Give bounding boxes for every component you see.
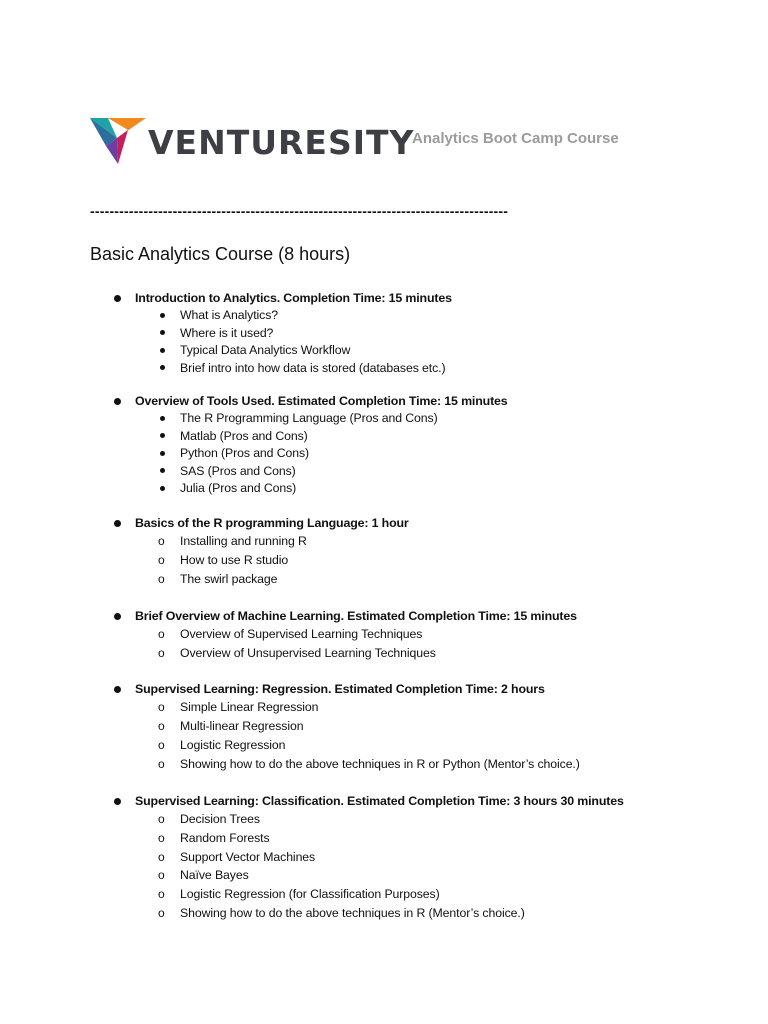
bullet-icon (114, 520, 121, 527)
list-item (157, 885, 440, 903)
list-item-label: How to use R studio (180, 553, 289, 567)
list-item (157, 462, 296, 480)
list-item (157, 736, 285, 754)
list-item-label: Overview of Unsupervised Learning Techniques (180, 646, 436, 660)
bullet-icon (160, 433, 165, 438)
list-item (157, 810, 260, 828)
bullet-icon (160, 348, 165, 353)
list-item-label: Overview of Supervised Learning Techniques (180, 627, 423, 641)
list-item (157, 444, 309, 462)
circle-bullet-icon: o (158, 887, 165, 901)
list-item (157, 717, 303, 735)
circle-bullet-icon: o (158, 906, 165, 920)
list-item-label: The swirl package (180, 572, 278, 586)
bullet-icon (160, 330, 165, 335)
list-item (157, 698, 318, 716)
header-subtitle: Analytics Boot Camp Course (412, 130, 619, 147)
list-item (157, 848, 315, 866)
list-item-label: Decision Trees (180, 812, 260, 826)
list-item-label: Python (Pros and Cons) (180, 446, 310, 460)
list-item-label: Julia (Pros and Cons) (180, 481, 297, 495)
list-item-label: Multi-linear Regression (180, 719, 304, 733)
circle-bullet-icon: o (158, 868, 165, 882)
bullet-icon (160, 451, 165, 456)
section-heading (112, 514, 409, 532)
circle-bullet-icon: o (158, 627, 165, 641)
bullet-icon (160, 313, 165, 318)
circle-bullet-icon: o (158, 738, 165, 752)
bullet-icon (160, 416, 165, 421)
circle-bullet-icon: o (158, 812, 165, 826)
section-heading (112, 289, 452, 307)
list-item-label: Installing and running R (180, 534, 307, 548)
brand-wordmark: VENTURESITY (148, 123, 415, 162)
bullet-icon (114, 398, 121, 405)
section-title: Overview of Tools Used. Estimated Completion Time: 15 minutes (135, 394, 508, 408)
list-item (157, 427, 308, 445)
list-item-label: Simple Linear Regression (180, 700, 319, 714)
circle-bullet-icon: o (158, 646, 165, 660)
list-item (157, 551, 288, 569)
list-item (157, 644, 436, 662)
list-item (157, 625, 422, 643)
circle-bullet-icon: o (158, 757, 165, 771)
section-title: Basics of the R programming Language: 1 hour (135, 516, 409, 530)
list-item-label: Support Vector Machines (180, 850, 316, 864)
list-item-label: Showing how to do the above techniques in R (Mentor’s choice.) (180, 906, 525, 920)
course-title: Basic Analytics Course (8 hours) (90, 244, 351, 264)
list-item-label: SAS (Pros and Cons) (180, 463, 296, 478)
list-item-label: Showing how to do the above techniques in R or Python (Mentor’s choice.) (180, 757, 580, 771)
list-item (157, 341, 350, 359)
list-item (157, 755, 580, 773)
circle-bullet-icon: o (158, 850, 165, 864)
circle-bullet-icon: o (158, 831, 165, 845)
section-title: Brief Overview of Machine Learning. Estimated Completion Time: 15 minutes (135, 609, 577, 623)
list-item (157, 866, 249, 884)
list-item (157, 324, 273, 342)
list-item (157, 532, 307, 550)
bullet-icon (160, 486, 165, 491)
section-heading (112, 607, 577, 625)
circle-bullet-icon: o (158, 572, 165, 586)
list-item (157, 904, 525, 922)
list-item-label: Logistic Regression (for Classification Purposes) (180, 887, 440, 901)
list-item-label: The R Programming Language (Pros and Cons) (180, 411, 438, 425)
section-title: Introduction to Analytics. Completion Time: 15 minutes (135, 291, 452, 305)
circle-bullet-icon: o (158, 719, 165, 733)
list-item-label: What is Analytics? (180, 308, 278, 322)
list-item (157, 409, 438, 427)
section-heading (112, 792, 624, 810)
list-item (157, 829, 270, 847)
list-item-label: Logistic Regression (180, 738, 286, 752)
bullet-icon (160, 468, 165, 473)
circle-bullet-icon: o (158, 534, 165, 548)
bullet-icon (114, 613, 121, 620)
section-heading (112, 392, 508, 410)
circle-bullet-icon: o (158, 553, 165, 567)
circle-bullet-icon: o (158, 700, 165, 714)
section-title: Supervised Learning: Classification. Estimated Completion Time: 3 hours 30 minutes (135, 794, 624, 808)
list-item (157, 306, 278, 324)
bullet-icon (160, 365, 165, 370)
bullet-icon (114, 686, 121, 693)
bullet-icon (114, 798, 121, 805)
section-heading (112, 680, 545, 698)
venturesity-logo-icon (90, 116, 146, 166)
bullet-icon (114, 295, 121, 302)
list-item-label: Typical Data Analytics Workflow (180, 343, 351, 357)
list-item (157, 570, 277, 588)
dashed-divider: -------------------------------------------------------------------------------------- (90, 203, 509, 219)
list-item-label: Naïve Bayes (180, 868, 249, 882)
section-title: Supervised Learning: Regression. Estimated Completion Time: 2 hours (135, 682, 545, 696)
list-item-label: Brief intro into how data is stored (databases etc.) (180, 360, 446, 375)
list-item-label: Random Forests (180, 831, 270, 845)
list-item-label: Matlab (Pros and Cons) (180, 428, 308, 443)
list-item-label: Where is it used? (180, 325, 274, 340)
list-item (157, 359, 445, 377)
list-item (157, 479, 296, 497)
